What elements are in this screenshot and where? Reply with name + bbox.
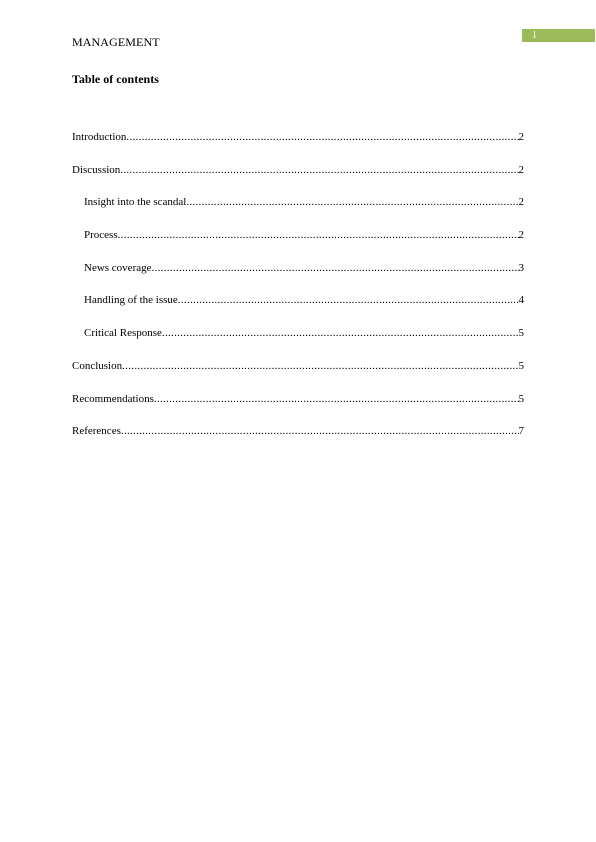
toc-entry-insight-into-the-scandal[interactable] <box>72 196 524 229</box>
toc-leader-dots <box>154 393 519 405</box>
toc-entry-process[interactable] <box>72 229 524 262</box>
toc-heading: Table of contents <box>72 72 159 86</box>
toc-leader-dots <box>178 294 519 306</box>
toc-entry-label: Conclusion <box>72 359 123 372</box>
toc-entry-label: Introduction <box>72 131 127 143</box>
toc-entry-label: Discussion <box>72 163 121 176</box>
toc-entry-page: 5 <box>518 392 524 405</box>
toc-leader-dots <box>118 229 519 241</box>
toc-entry-label: Handling of the issue <box>84 294 178 307</box>
toc-entry-conclusion[interactable] <box>72 360 524 393</box>
toc-entry-label: References <box>72 425 121 438</box>
toc-entry-discussion[interactable] <box>72 164 524 197</box>
toc-entry-page: 3 <box>518 261 524 274</box>
toc-leader-dots <box>122 360 518 372</box>
toc-entry-critical-response[interactable] <box>72 327 524 360</box>
toc-entry-page: 2 <box>518 163 524 176</box>
toc-entry-page: 2 <box>518 196 524 209</box>
toc-leader-dots <box>162 327 519 339</box>
toc-entry-references[interactable] <box>72 425 524 458</box>
toc-entry-introduction[interactable] <box>72 131 524 164</box>
toc-leader-dots <box>126 131 518 143</box>
toc-entry-handling-of-the-issue[interactable] <box>72 294 524 327</box>
header-title: MANAGEMENT <box>72 35 160 49</box>
toc-entry-page: 2 <box>518 131 524 143</box>
toc-entry-label: Critical Response <box>84 327 162 340</box>
toc-entry-page: 2 <box>518 229 524 242</box>
toc-entry-news-coverage[interactable] <box>72 262 524 295</box>
toc-entry-page: 5 <box>518 359 524 372</box>
toc-entry-page: 4 <box>518 294 524 307</box>
toc-entry-page: 5 <box>518 327 524 340</box>
toc-leader-dots <box>152 262 519 274</box>
toc-leader-dots <box>186 196 518 208</box>
toc-entry-label: Recommendations <box>72 392 154 405</box>
table-of-contents <box>72 131 524 458</box>
toc-entry-label: Process <box>84 229 118 242</box>
toc-leader-dots <box>121 425 519 437</box>
toc-leader-dots <box>120 164 518 176</box>
toc-entry-label: Insight into the scandal <box>84 196 187 209</box>
toc-entry-recommendations[interactable] <box>72 393 524 426</box>
page-number-badge: 1 <box>522 29 595 42</box>
toc-entry-page: 7 <box>518 425 524 438</box>
toc-entry-label: News coverage <box>84 261 152 274</box>
